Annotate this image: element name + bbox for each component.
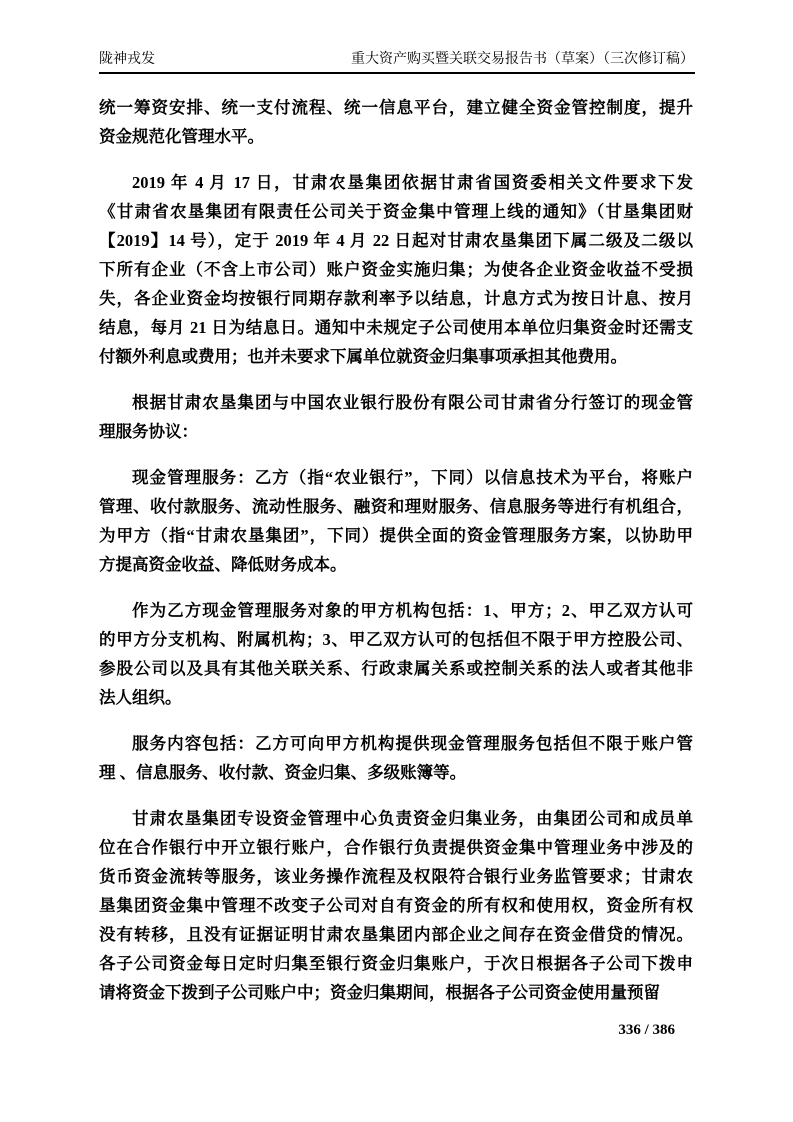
- page-header: [99, 51, 694, 69]
- document-body: [99, 93, 693, 1007]
- page-number: 336 / 386: [618, 1022, 675, 1038]
- header-divider: [99, 72, 695, 74]
- body-line: 管理、收付款服务、流动性服务、融资和理财服务、信息服务等进行有机组合，: [99, 497, 693, 516]
- paragraph: [99, 168, 693, 371]
- body-line: 请将资金下拨到子公司账户中；资金归集期间，根据各子公司资金使用量预留: [99, 983, 660, 1002]
- body-line: 现金管理服务：乙方（指“农业银行”，下同）以信息技术为平台，将账户: [132, 468, 693, 487]
- body-line: 失，各企业资金均按银行同期存款利率予以结息，计息方式为按日计息、按月: [99, 289, 693, 308]
- body-line: 为甲方（指“甘肃农垦集团”，下同）提供全面的资金管理服务方案，以协助甲: [99, 526, 693, 545]
- body-line: 【2019】14 号），定于 2019 年 4 月 22 日起对甘肃农垦集团下属二级及二级以: [99, 231, 693, 250]
- body-line: 根据甘肃农垦集团与中国农业银行股份有限公司甘肃省分行签订的现金管: [132, 393, 693, 412]
- body-line: 服务内容包括：乙方可向甲方机构提供现金管理服务包括但不限于账户管: [132, 734, 693, 753]
- paragraph: [99, 804, 693, 1007]
- body-line: 2019 年 4 月 17 日，甘肃农垦集团依据甘肃省国资委相关文件要求下发: [132, 173, 693, 192]
- body-line: 理服务协议：: [99, 422, 198, 441]
- paragraph: [99, 729, 693, 787]
- body-line: 甘肃农垦集团专设资金管理中心负责资金归集业务，由集团公司和成员单: [132, 809, 693, 828]
- body-line: 作为乙方现金管理服务对象的甲方机构包括：1、甲方；2、甲乙双方认可: [132, 601, 693, 620]
- body-line: 货币资金流转等服务，该业务操作流程及权限符合银行业务监管要求；甘肃农: [99, 867, 693, 886]
- page-footer: [618, 1021, 675, 1040]
- paragraph: [99, 93, 693, 151]
- body-line: 方提高资金收益、降低财务成本。: [99, 555, 347, 574]
- body-line: 垦集团资金集中管理不改变子公司对自有资金的所有权和使用权，资金所有权: [99, 896, 693, 915]
- body-line: 理 、信息服务、收付款、资金归集、多级账簿等。: [99, 763, 467, 782]
- header-left-title: 陇神戎发: [99, 52, 155, 67]
- body-line: 没有转移，且没有证据证明甘肃农垦集团内部企业之间存在资金借贷的情况。: [99, 925, 693, 944]
- paragraph: [99, 388, 693, 446]
- paragraph: [99, 463, 693, 579]
- body-line: 的甲方分支机构、附属机构；3、甲乙双方认可的包括但不限于甲方控股公司、: [99, 630, 693, 649]
- body-line: 各子公司资金每日定时归集至银行资金归集账户，于次日根据各子公司下拨申: [99, 954, 693, 973]
- body-line: 付额外利息或费用；也并未要求下属单位就资金归集事项承担其他费用。: [99, 347, 627, 366]
- body-line: 法人组织。: [99, 688, 182, 707]
- paragraph: [99, 596, 693, 712]
- body-line: 统一筹资安排、统一支付流程、统一信息平台，建立健全资金管控制度，提升: [99, 98, 693, 117]
- body-line: 结息，每月 21 日为结息日。通知中未规定子公司使用本单位归集资金时还需支: [99, 318, 693, 337]
- body-line: 《甘肃省农垦集团有限责任公司关于资金集中管理上线的通知》（甘垦集团财: [99, 202, 693, 221]
- body-line: 参股公司以及具有其他关联关系、行政隶属关系或控制关系的法人或者其他非: [99, 659, 693, 678]
- body-line: 位在合作银行中开立银行账户，合作银行负责提供资金集中管理业务中涉及的: [99, 838, 693, 857]
- header-right-title: 重大资产购买暨关联交易报告书（草案）（三次修订稿）: [351, 52, 694, 67]
- body-line: 资金规范化管理水平。: [99, 127, 264, 146]
- body-line: 下所有企业（不含上市公司）账户资金实施归集；为使各企业资金收益不受损: [99, 260, 693, 279]
